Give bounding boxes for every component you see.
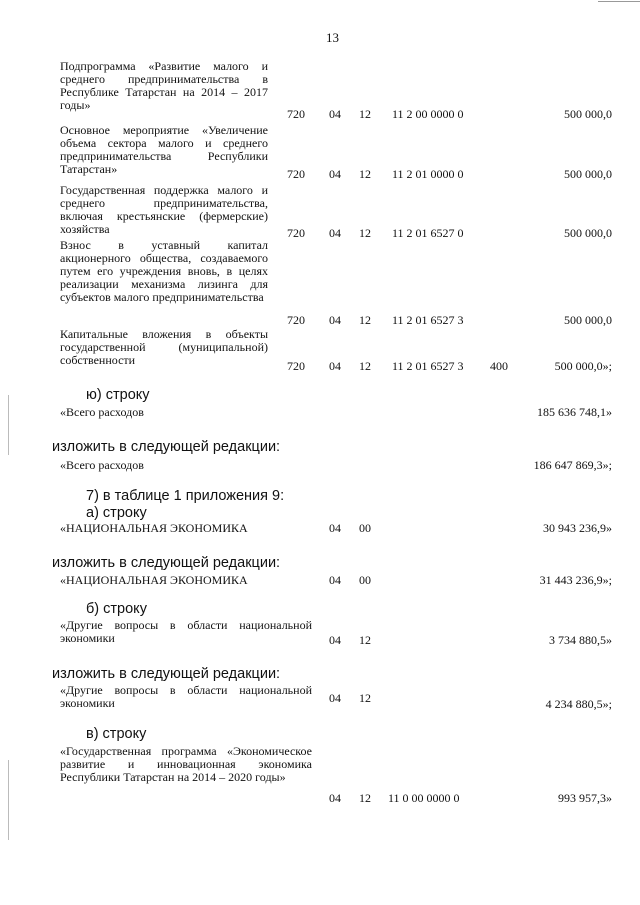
new-edition-heading: изложить в следующей редакции: xyxy=(52,555,281,571)
row-section: 04 xyxy=(329,107,341,121)
row-amount: 500 000,0 xyxy=(564,226,612,240)
row-ministry: 720 xyxy=(287,107,305,121)
row-subsection: 12 xyxy=(359,359,371,373)
state-program-amount: 993 957,3» xyxy=(558,791,612,805)
row-amount: 500 000,0 xyxy=(564,167,612,181)
row-subsection: 12 xyxy=(359,633,371,647)
row-subsection: 12 xyxy=(359,313,371,327)
total-expenses-amount: 185 636 748,1» xyxy=(537,405,612,419)
row-section: 04 xyxy=(329,573,341,587)
row-target: 11 2 01 6527 3 xyxy=(392,313,464,327)
new-edition-heading: изложить в следующей редакции: xyxy=(52,666,281,682)
row-subsection: 00 xyxy=(359,521,371,535)
item-7-heading: 7) в таблице 1 приложения 9: xyxy=(86,488,285,504)
row-section: 04 xyxy=(329,521,341,535)
national-economy-label: «НАЦИОНАЛЬНАЯ ЭКОНОМИКА xyxy=(60,521,248,535)
total-expenses-label: «Всего расходов xyxy=(60,405,144,419)
row-ministry: 720 xyxy=(287,359,305,373)
row-description: Основное мероприятие «Увеличение объема сектора малого и среднего предпринимательства Республики Татарстан» xyxy=(60,123,268,176)
national-economy-label: «НАЦИОНАЛЬНАЯ ЭКОНОМИКА xyxy=(60,573,248,587)
section-heading-v: в) строку xyxy=(86,726,147,742)
page-number: 13 xyxy=(326,30,339,45)
row-subsection: 12 xyxy=(359,691,371,705)
scan-edge-line xyxy=(598,1,640,2)
other-questions-amount: 4 234 880,5»; xyxy=(545,697,612,711)
row-subsection: 12 xyxy=(359,226,371,240)
row-subsection: 12 xyxy=(359,791,371,805)
row-subsection: 12 xyxy=(359,107,371,121)
row-section: 04 xyxy=(329,226,341,240)
row-section: 04 xyxy=(329,633,341,647)
total-expenses-amount: 186 647 869,3»; xyxy=(533,458,612,472)
row-description: Капитальные вложения в объекты государственной (муниципальной) собственности xyxy=(60,327,268,367)
row-section: 04 xyxy=(329,359,341,373)
row-section: 04 xyxy=(329,313,341,327)
row-expense-type: 400 xyxy=(490,359,508,373)
section-heading-b: б) строку xyxy=(86,601,147,617)
other-questions-label: «Другие вопросы в области национальной экономики xyxy=(60,683,312,710)
section-heading-a: а) строку xyxy=(86,505,147,521)
row-subsection: 12 xyxy=(359,167,371,181)
new-edition-heading: изложить в следующей редакции: xyxy=(52,439,281,455)
section-heading-yu: ю) строку xyxy=(86,387,150,403)
scan-margin-mark xyxy=(8,395,9,455)
row-subsection: 00 xyxy=(359,573,371,587)
row-target: 11 2 01 0000 0 xyxy=(392,167,464,181)
row-target: 11 0 00 0000 0 xyxy=(388,791,460,805)
row-section: 04 xyxy=(329,791,341,805)
scan-margin-mark xyxy=(8,760,9,840)
row-amount: 500 000,0 xyxy=(564,313,612,327)
row-ministry: 720 xyxy=(287,167,305,181)
row-description: Подпрограмма «Развитие малого и среднего предпринимательства в Республике Татарстан на 2014 – 2017 годы» xyxy=(60,59,268,112)
row-description: Взнос в уставный капитал акционерного общества, создаваемого путем его учреждения вновь, в целях реализации механизма лизинга для субъектов малого предпринимательства xyxy=(60,238,268,304)
total-expenses-label: «Всего расходов xyxy=(60,458,144,472)
state-program-label: «Государственная программа «Экономическое развитие и инновационная экономика Республики Татарстан на 2014 – 2020 годы» xyxy=(60,744,312,784)
row-section: 04 xyxy=(329,691,341,705)
row-target: 11 2 01 6527 0 xyxy=(392,226,464,240)
row-ministry: 720 xyxy=(287,313,305,327)
row-description: Государственная поддержка малого и среднего предпринимательства, включая крестьянские (фермерские) хозяйства xyxy=(60,183,268,236)
national-economy-amount: 30 943 236,9» xyxy=(543,521,612,535)
other-questions-amount: 3 734 880,5» xyxy=(549,633,612,647)
row-amount: 500 000,0»; xyxy=(554,359,612,373)
row-amount: 500 000,0 xyxy=(564,107,612,121)
national-economy-amount: 31 443 236,9»; xyxy=(539,573,612,587)
other-questions-label: «Другие вопросы в области национальной экономики xyxy=(60,618,312,645)
row-section: 04 xyxy=(329,167,341,181)
row-ministry: 720 xyxy=(287,226,305,240)
row-target: 11 2 01 6527 3 xyxy=(392,359,464,373)
row-target: 11 2 00 0000 0 xyxy=(392,107,464,121)
